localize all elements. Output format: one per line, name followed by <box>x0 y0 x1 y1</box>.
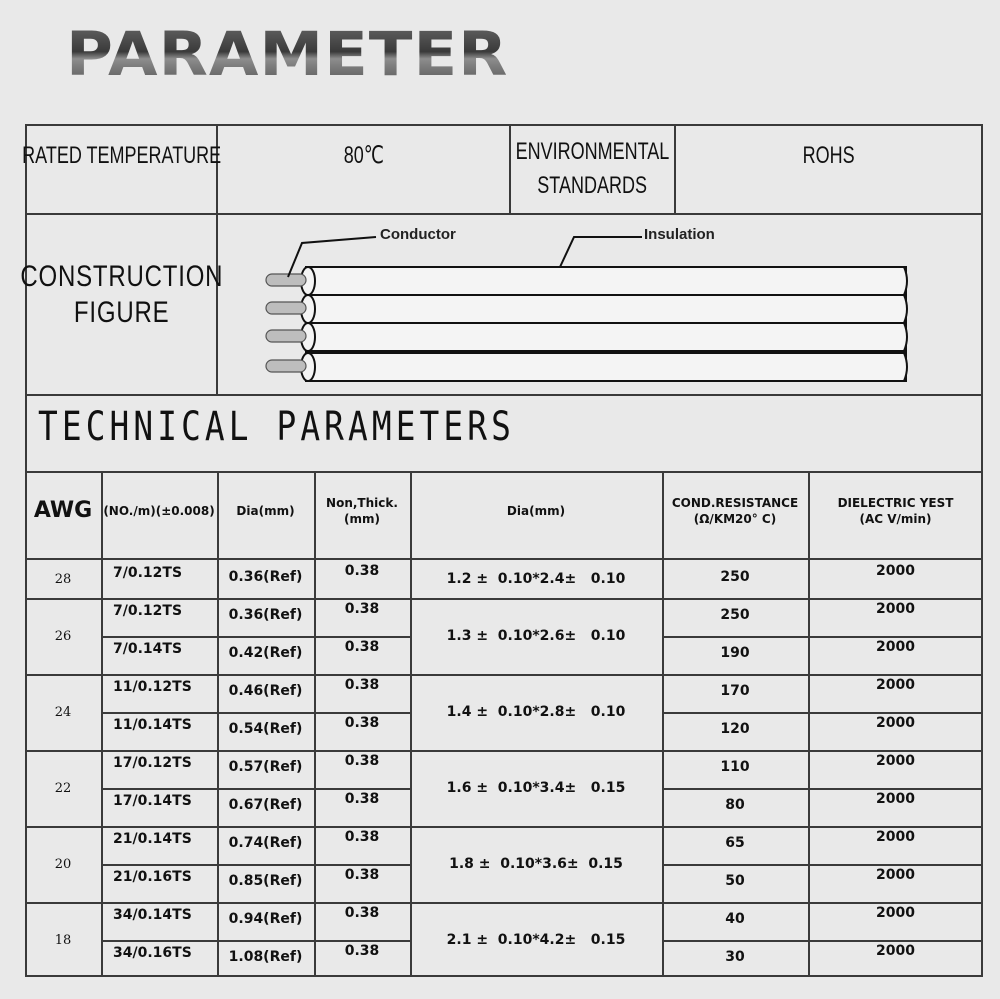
outer-dia-value: 1.8 ± 0.10*3.6± 0.15 <box>449 856 623 872</box>
strands-value: 21/0.16TS <box>113 869 192 885</box>
insulation-label: Insulation <box>644 226 715 243</box>
dia-value: 0.67(Ref) <box>228 797 303 813</box>
awg-value: 20 <box>54 856 72 872</box>
outer-dia-value: 1.2 ± 0.10*2.4± 0.10 <box>446 571 626 587</box>
strands-value: 11/0.12TS <box>113 679 192 695</box>
thickness-value: 0.38 <box>344 639 380 655</box>
dielectric-value: 2000 <box>876 791 915 807</box>
thickness-value: 0.38 <box>344 943 380 959</box>
resistance-value: 50 <box>725 873 745 889</box>
dielectric-value: 2000 <box>876 905 915 921</box>
awg-value: 22 <box>54 780 72 796</box>
outer-dia-value: 1.3 ± 0.10*2.6± 0.10 <box>446 628 626 644</box>
thickness-value: 0.38 <box>344 791 380 807</box>
resistance-value: 190 <box>720 645 750 661</box>
col-header-resistance: COND.RESISTANCE (Ω/KM20° C) <box>671 496 799 526</box>
conductor-1 <box>266 274 306 286</box>
strands-value: 7/0.12TS <box>113 565 183 581</box>
col-header-awg: AWG <box>33 498 93 523</box>
dia-value: 0.36(Ref) <box>228 607 303 623</box>
thickness-value: 0.38 <box>344 715 380 731</box>
dia-value: 0.94(Ref) <box>228 911 303 927</box>
resistance-value: 250 <box>720 569 750 585</box>
awg-value: 26 <box>54 628 72 644</box>
thickness-value: 0.38 <box>344 563 380 579</box>
insulation-leader <box>560 237 642 267</box>
dia-value: 0.85(Ref) <box>228 873 303 889</box>
dielectric-value: 2000 <box>876 601 915 617</box>
dia-value: 0.57(Ref) <box>228 759 303 775</box>
resistance-value: 40 <box>725 911 745 927</box>
strands-value: 34/0.14TS <box>113 907 192 923</box>
environmental-standards-label: ENVIRONMENTAL STANDARDS <box>515 138 670 199</box>
resistance-value: 65 <box>725 835 745 851</box>
col-header-thickness: Non,Thick. (mm) <box>326 496 398 526</box>
cable-construction-figure <box>218 215 982 393</box>
dia-value: 0.42(Ref) <box>228 645 303 661</box>
conductor-label: Conductor <box>380 226 456 243</box>
page-title: PARAMETER <box>66 20 509 91</box>
dielectric-value: 2000 <box>876 867 915 883</box>
awg-value: 24 <box>54 704 72 720</box>
outer-dia-value: 1.4 ± 0.10*2.8± 0.10 <box>446 704 626 720</box>
dia-value: 0.46(Ref) <box>228 683 303 699</box>
col-header-dia: Dia(mm) <box>236 504 295 518</box>
awg-value: 28 <box>54 571 72 587</box>
thickness-value: 0.38 <box>344 905 380 921</box>
dielectric-value: 2000 <box>876 677 915 693</box>
dia-value: 0.74(Ref) <box>228 835 303 851</box>
environmental-standards-value: ROHS <box>802 142 856 169</box>
resistance-value: 30 <box>725 949 745 965</box>
thickness-value: 0.38 <box>344 601 380 617</box>
col-header-no: (NO./m)(±0.008) <box>103 504 215 518</box>
dielectric-value: 2000 <box>876 639 915 655</box>
dielectric-value: 2000 <box>876 753 915 769</box>
resistance-value: 110 <box>720 759 750 775</box>
strands-value: 17/0.14TS <box>113 793 192 809</box>
construction-figure-label: CONSTRUCTION FIGURE <box>20 260 223 329</box>
resistance-value: 80 <box>725 797 745 813</box>
resistance-value: 250 <box>720 607 750 623</box>
thickness-value: 0.38 <box>344 753 380 769</box>
dielectric-value: 2000 <box>876 563 915 579</box>
dielectric-value: 2000 <box>876 943 915 959</box>
strands-value: 7/0.14TS <box>113 641 183 657</box>
col-header-dielectric: DIELECTRIC YEST (AC V/min) <box>837 496 954 526</box>
dia-value: 1.08(Ref) <box>228 949 303 965</box>
conductor-2 <box>266 302 306 314</box>
outer-dia-value: 1.6 ± 0.10*3.4± 0.15 <box>446 780 626 796</box>
thickness-value: 0.38 <box>344 867 380 883</box>
conductor-4 <box>266 360 306 372</box>
dia-value: 0.54(Ref) <box>228 721 303 737</box>
rated-temperature-value: 80℃ <box>343 142 384 169</box>
col-header-dia2: Dia(mm) <box>506 504 566 518</box>
strands-value: 11/0.14TS <box>113 717 192 733</box>
strands-value: 21/0.14TS <box>113 831 192 847</box>
dia-value: 0.36(Ref) <box>228 569 303 585</box>
awg-value: 18 <box>54 932 72 948</box>
technical-parameters-heading: TECHNICAL PARAMETERS <box>38 404 515 450</box>
thickness-value: 0.38 <box>344 677 380 693</box>
strands-value: 34/0.16TS <box>113 945 192 961</box>
thickness-value: 0.38 <box>344 829 380 845</box>
conductor-3 <box>266 330 306 342</box>
resistance-value: 120 <box>720 721 750 737</box>
outer-dia-value: 2.1 ± 0.10*4.2± 0.15 <box>446 932 626 948</box>
strands-value: 17/0.12TS <box>113 755 192 771</box>
dielectric-value: 2000 <box>876 829 915 845</box>
rated-temperature-label: RATED TEMPERATURE <box>21 142 222 169</box>
strands-value: 7/0.12TS <box>113 603 183 619</box>
dielectric-value: 2000 <box>876 715 915 731</box>
resistance-value: 170 <box>720 683 750 699</box>
